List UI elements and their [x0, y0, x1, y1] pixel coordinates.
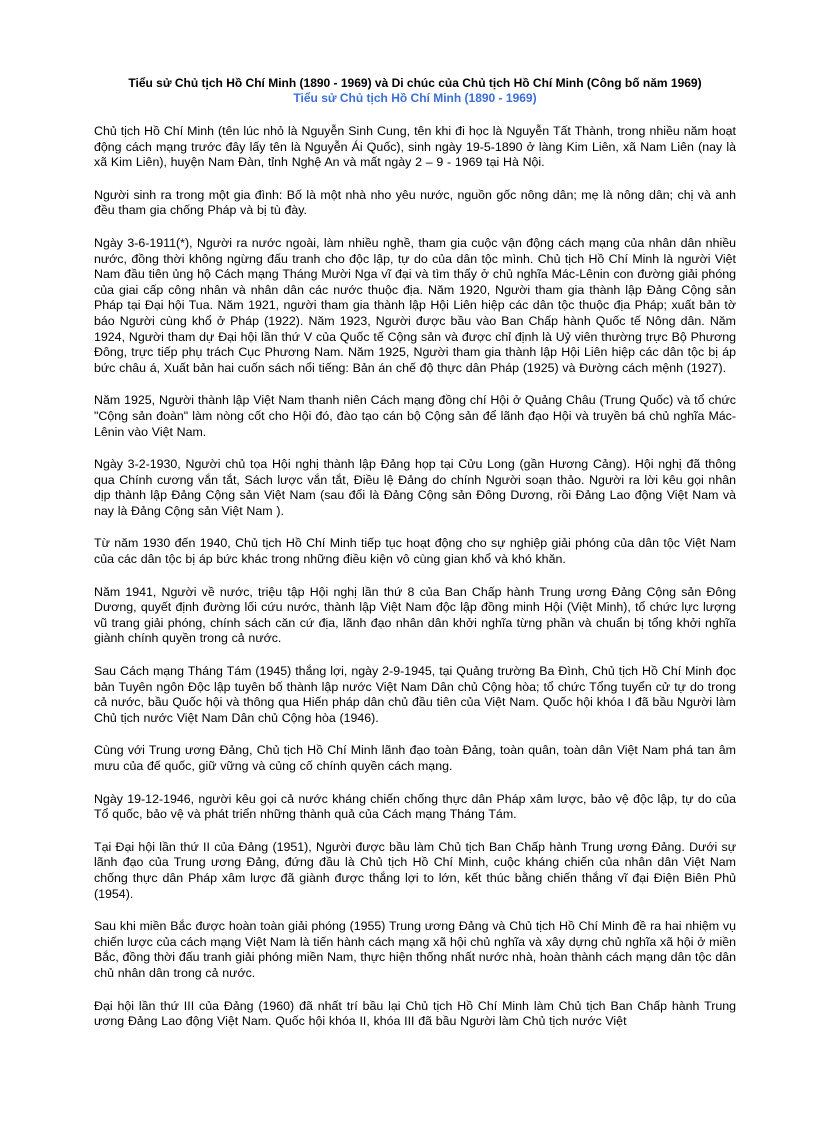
paragraph-1930: Ngày 3-2-1930, Người chủ tọa Hội nghị thành lập Đảng họp tại Cửu Long (gần Hương Cảng). Hội nghị đã thông qua Chính cương vắn tắt, Sách lược vắn tắt, Điều lệ Đảng do chính Người soạn thảo. Người ra lời kêu gọi nhân dịp thành lập Đảng Cộng sản Việt Nam (sau đổi là Đảng Cộng sản Đông Dương, rồi Đảng Lao động Việt Nam và nay là Đảng Cộng sản Việt Nam ).: [94, 457, 736, 518]
paragraph-1951: Tại Đại hội lần thứ II của Đảng (1951), Người được bầu làm Chủ tịch Ban Chấp hành Trung ương Đảng. Dưới sự lãnh đạo của Trung ương Đảng, đứng đầu là Chủ tịch Hồ Chí Minh, cuộc kháng chiến của nhân dân Việt Nam chống thực dân Pháp xâm lược đã giành được thắng lợi to lớn, kết thúc bằng chiến thắng vĩ đại Điện Biên Phủ (1954).: [94, 839, 736, 901]
paragraph-1925: Năm 1925, Người thành lập Việt Nam thanh niên Cách mạng đồng chí Hội ở Quảng Châu (Trung Quốc) và tổ chức "Cộng sản đoàn" làm nòng cốt cho Hội đó, đào tạo cán bộ Cộng sản để lãnh đạo Hội và truyền bá chủ nghĩa Mác-Lênin vào Việt Nam.: [94, 393, 736, 439]
document-subtitle: Tiểu sử Chủ tịch Hồ Chí Minh (1890 - 1969): [293, 91, 537, 105]
paragraph-1941: Năm 1941, Người về nước, triệu tập Hội nghị lần thứ 8 của Ban Chấp hành Trung ương Đảng Cộng sản Đông Dương, quyết định đường lối cứu nước, thành lập Việt Nam độc lập đồng minh Hội (Việt Minh), tổ chức lực lượng vũ trang giải phóng, chính sách căn cứ địa, lãnh đạo nhân dân khởi nghĩa từng phần và chuẩn bị tổng khởi nghĩa giành chính quyền trong cả nước.: [94, 584, 736, 646]
document-title: Tiểu sử Chủ tịch Hồ Chí Minh (1890 - 1969) và Di chúc của Chủ tịch Hồ Chí Minh (Công bố năm 1969): [128, 76, 702, 90]
document-page: [94, 76, 736, 1030]
paragraph-1946: Ngày 19-12-1946, người kêu gọi cả nước kháng chiến chống thực dân Pháp xâm lược, bảo vệ độc lập, tự do của Tổ quốc, bảo vệ và phát triển những thành quả của Cách mạng Tháng Tám.: [94, 791, 736, 822]
paragraph-1960: Đại hội lần thứ III của Đảng (1960) đã nhất trí bầu lại Chủ tịch Hồ Chí Minh làm Chủ tịch Ban Chấp hành Trung ương Đảng Lao động Việt Nam. Quốc hội khóa II, khóa III đã bầu Người làm Chủ tịch nước Việt: [94, 998, 736, 1029]
paragraph-1945: Sau Cách mạng Tháng Tám (1945) thắng lợi, ngày 2-9-1945, tại Quảng trường Ba Đình, Chủ tịch Hồ Chí Minh đọc bản Tuyên ngôn Độc lập tuyên bố thành lập nước Việt Nam Dân chủ Cộng hòa; tổ chức Tổng tuyển cử tự do trong cả nước, bầu Quốc hội và thông qua Hiến pháp dân chủ đầu tiên của Việt Nam. Quốc hội khóa I đã bầu Người làm Chủ tịch nước Việt Nam Dân chủ Cộng hòa (1946).: [94, 664, 736, 725]
paragraph-intro: Chủ tịch Hồ Chí Minh (tên lúc nhỏ là Nguyễn Sinh Cung, tên khi đi học là Nguyễn Tất Thành, trong nhiều năm hoạt động cách mạng trước đây lấy tên là Nguyễn Ái Quốc), sinh ngày 19-5-1890 ở làng Kim Liên, xã Nam Liên (nay là xã Kim Liên), huyện Nam Đàn, tỉnh Nghệ An và mất ngày 2 – 9 - 1969 tại Hà Nội.: [94, 124, 736, 170]
paragraph-government: Cùng với Trung ương Đảng, Chủ tịch Hồ Chí Minh lãnh đạo toàn Đảng, toàn quân, toàn dân Việt Nam phá tan âm mưu của đế quốc, giữ vững và củng cố chính quyền cách mạng.: [94, 743, 736, 773]
paragraph-family: Người sinh ra trong một gia đình: Bố là một nhà nho yêu nước, nguồn gốc nông dân; mẹ là nông dân; chị và anh đều tham gia chống Pháp và bị tù đày.: [94, 187, 736, 218]
paragraph-1911-1925: Ngày 3-6-1911(*), Người ra nước ngoài, làm nhiều nghề, tham gia cuộc vận động cách mạng của nhân dân nhiều nước, đồng thời không ngừng đấu tranh cho độc lập, tự do của dân tộc mình. Chủ tịch Hồ Chí Minh là người Việt Nam đầu tiên ủng hộ Cách mạng Tháng Mười Nga vĩ đại và tìm thấy ở chủ nghĩa Mác-Lênin con đường giải phóng của giai cấp công nhân và nhân dân các nước thuộc địa. Năm 1920, Người tham gia thành lập Đảng Cộng sản Pháp tại Đại hội Tua. Năm 1921, người tham gia thành lập Hội Liên hiệp các dân tộc thuộc địa Pháp; xuất bản tờ báo Người cùng khổ ở Pháp (1922). Năm 1923, Người được bầu vào Ban Chấp hành Quốc tế Nông dân. Năm 1924, Người tham dự Đại hội lần thứ V của Quốc tế Cộng sản và được chỉ định là Uỷ viên thường trực Bộ Phương Đông, trực tiếp phụ trách Cục Phương Nam. Năm 1925, Người tham gia thành lập Hội Liên hiệp các dân tộc bị áp bức châu á, Xuất bản hai cuốn sách nổi tiếng: Bản án chế độ thực dân Pháp (1925) và Đường cách mệnh (1927).: [94, 235, 736, 375]
paragraph-1930-1940: Từ năm 1930 đến 1940, Chủ tịch Hồ Chí Minh tiếp tục hoạt động cho sự nghiệp giải phóng của dân tộc Việt Nam của các dân tộc bị áp bức khác trong những điều kiện vô cùng gian khổ và khó khăn.: [94, 536, 736, 567]
paragraph-1955: Sau khi miền Bắc được hoàn toàn giải phóng (1955) Trung ương Đảng và Chủ tịch Hồ Chí Minh đề ra hai nhiệm vụ chiến lược của cách mạng Việt Nam là tiến hành cách mạng xã hội chủ nghĩa và xây dựng chủ nghĩa xã hội ở miền Bắc, đồng thời đấu tranh giải phóng miền Nam, thực hiện thống nhất nước nhà, hoàn thành cách mạng dân tộc dân chủ nhân dân trong cả nước.: [94, 919, 736, 980]
